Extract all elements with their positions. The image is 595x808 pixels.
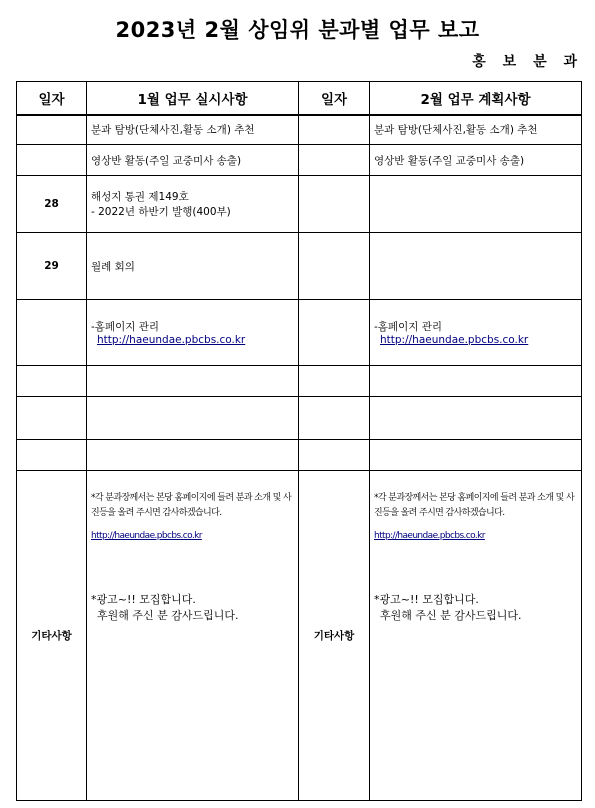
table-row [17,115,582,145]
empty-cell [17,397,87,440]
header-date-left: 일자 [17,82,87,115]
table-row [17,397,582,440]
notes-label-left: 기타사항 [17,471,87,801]
table-row [17,145,582,176]
feb-cell [370,300,582,366]
table-row [17,440,582,471]
jan-cell: 분과 탐방(단체사진,활동 소개) 추천 [87,115,299,145]
date-cell [299,300,370,366]
feb-cell: 영상반 활동(주일 교중미사 송출) [370,145,582,176]
notes-notice: *각 분과장께서는 본당 홈페이지에 들려 분과 소개 및 사진등을 올려 주시면 감사하겠습니다. [91,493,292,518]
date-cell: 28 [17,176,87,233]
empty-cell [299,366,370,397]
date-cell [299,145,370,176]
notes-cell-jan [87,471,299,801]
notes-ad-line2: 후원해 주신 분 감사드립니다. [97,609,239,622]
jan-cell: 영상반 활동(주일 교중미사 송출) [87,145,299,176]
table-row [17,366,582,397]
bulletin-publish: - 2022년 하반기 발행(400부) [91,206,231,218]
empty-cell [17,366,87,397]
header-feb: 2월 업무 계획사항 [370,82,582,115]
feb-cell: 분과 탐방(단체사진,활동 소개) 추천 [370,115,582,145]
homepage-task: -홈페이지 관리 [374,321,442,333]
notes-row [17,471,582,801]
empty-cell [370,440,582,471]
jan-cell [87,176,299,233]
table-row [17,176,582,233]
notes-label-right: 기타사항 [299,471,370,801]
feb-cell [370,233,582,300]
empty-cell [299,397,370,440]
report-title: 2023년 2월 상임위 분과별 업무 보고 [115,18,480,42]
department-name: 홍 보 분 과 [472,54,583,70]
empty-cell [299,440,370,471]
empty-cell [17,440,87,471]
notes-link[interactable]: http://haeundae.pbcbs.co.kr [91,531,202,541]
table-row [17,300,582,366]
date-cell [17,115,87,145]
date-cell [17,145,87,176]
empty-cell [87,440,299,471]
date-cell [299,176,370,233]
jan-cell [87,300,299,366]
empty-cell [87,397,299,440]
notes-ad-line2: 후원해 주신 분 감사드립니다. [380,609,522,622]
feb-cell [370,176,582,233]
bulletin-issue: 해성지 통권 제149호 [91,191,189,203]
date-cell [17,300,87,366]
date-cell [299,233,370,300]
header-jan: 1월 업무 실시사항 [87,82,299,115]
header-row [17,82,582,115]
empty-cell [370,397,582,440]
report-table [16,81,582,801]
homepage-link[interactable]: http://haeundae.pbcbs.co.kr [380,334,529,346]
homepage-task: -홈페이지 관리 [91,321,159,333]
table-row [17,233,582,300]
empty-cell [370,366,582,397]
date-cell: 29 [17,233,87,300]
notes-cell-feb [370,471,582,801]
date-cell [299,115,370,145]
notes-notice: *각 분과장께서는 본당 홈페이지에 들려 분과 소개 및 사진등을 올려 주시면 감사하겠습니다. [374,493,575,518]
notes-ad-line1: *광고~!! 모집합니다. [374,593,479,606]
notes-link[interactable]: http://haeundae.pbcbs.co.kr [374,531,485,541]
empty-cell [87,366,299,397]
jan-cell: 월례 회의 [87,233,299,300]
homepage-link[interactable]: http://haeundae.pbcbs.co.kr [97,334,246,346]
header-date-right: 일자 [299,82,370,115]
notes-ad-line1: *광고~!! 모집합니다. [91,593,196,606]
